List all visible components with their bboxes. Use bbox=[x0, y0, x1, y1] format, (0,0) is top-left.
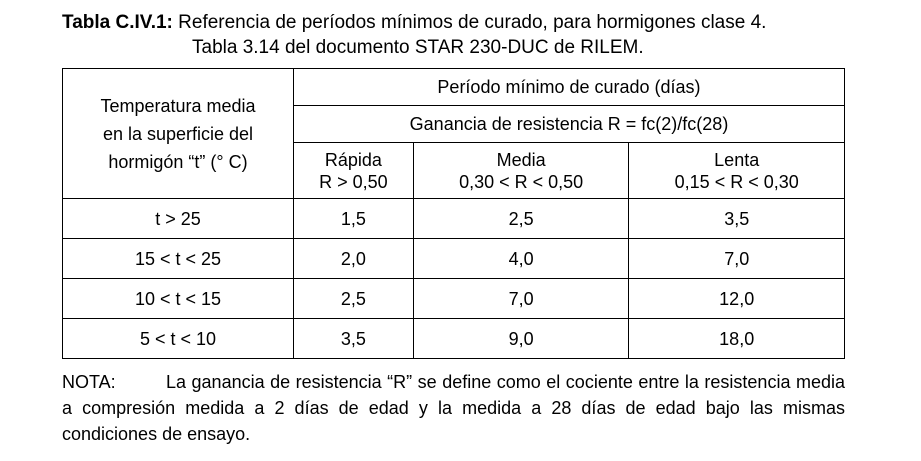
value-cell: 9,0 bbox=[413, 319, 629, 359]
curing-period-table bbox=[62, 68, 845, 359]
temperature-header-line: Temperatura media bbox=[100, 95, 256, 116]
column-name: Media bbox=[496, 149, 546, 170]
temperature-header-line: hormigón “t” (° C) bbox=[108, 151, 248, 172]
value-cell: 7,0 bbox=[413, 279, 629, 319]
table-row bbox=[63, 279, 845, 319]
value-cell: 2,0 bbox=[294, 239, 414, 279]
temperature-cell: 5 < t < 10 bbox=[63, 319, 294, 359]
column-range: 0,15 < R < 0,30 bbox=[674, 171, 799, 192]
caption-title: Referencia de períodos mínimos de curado, para hormigones clase 4. bbox=[178, 12, 767, 33]
caption-line-1 bbox=[62, 10, 862, 35]
column-header-media bbox=[413, 143, 629, 199]
table-row bbox=[63, 319, 845, 359]
note-text: La ganancia de resistencia “R” se define como el cociente entre la resistencia media a compresión medida a 2 días de edad y la medida a 28 días de edad bajo las mismas condiciones de ensayo. bbox=[62, 372, 845, 444]
column-range: R > 0,50 bbox=[319, 171, 388, 192]
table-caption bbox=[62, 10, 862, 60]
value-cell: 7,0 bbox=[629, 239, 845, 279]
column-header-lenta bbox=[629, 143, 845, 199]
temperature-cell: 10 < t < 15 bbox=[63, 279, 294, 319]
table-row bbox=[63, 199, 845, 239]
temperature-header bbox=[63, 69, 294, 199]
temperature-header-line: en la superficie del bbox=[102, 123, 254, 144]
value-cell: 2,5 bbox=[294, 279, 414, 319]
value-cell: 1,5 bbox=[294, 199, 414, 239]
group-header: Período mínimo de curado (días) bbox=[294, 69, 845, 106]
temperature-cell: 15 < t < 25 bbox=[63, 239, 294, 279]
sub-header: Ganancia de resistencia R = fc(2)/fc(28) bbox=[294, 106, 845, 143]
value-cell: 3,5 bbox=[294, 319, 414, 359]
value-cell: 18,0 bbox=[629, 319, 845, 359]
column-header-rapida bbox=[294, 143, 414, 199]
table-row bbox=[63, 239, 845, 279]
column-name: Lenta bbox=[714, 149, 760, 170]
caption-label: Tabla C.IV.1: bbox=[62, 12, 173, 33]
column-range: 0,30 < R < 0,50 bbox=[459, 171, 584, 192]
table-note bbox=[62, 369, 845, 447]
value-cell: 4,0 bbox=[413, 239, 629, 279]
value-cell: 12,0 bbox=[629, 279, 845, 319]
value-cell: 2,5 bbox=[413, 199, 629, 239]
temperature-cell: t > 25 bbox=[63, 199, 294, 239]
note-label: NOTA: bbox=[62, 372, 116, 392]
value-cell: 3,5 bbox=[629, 199, 845, 239]
caption-subtitle: Tabla 3.14 del documento STAR 230-DUC de RILEM. bbox=[192, 37, 644, 58]
column-name: Rápida bbox=[324, 149, 382, 170]
